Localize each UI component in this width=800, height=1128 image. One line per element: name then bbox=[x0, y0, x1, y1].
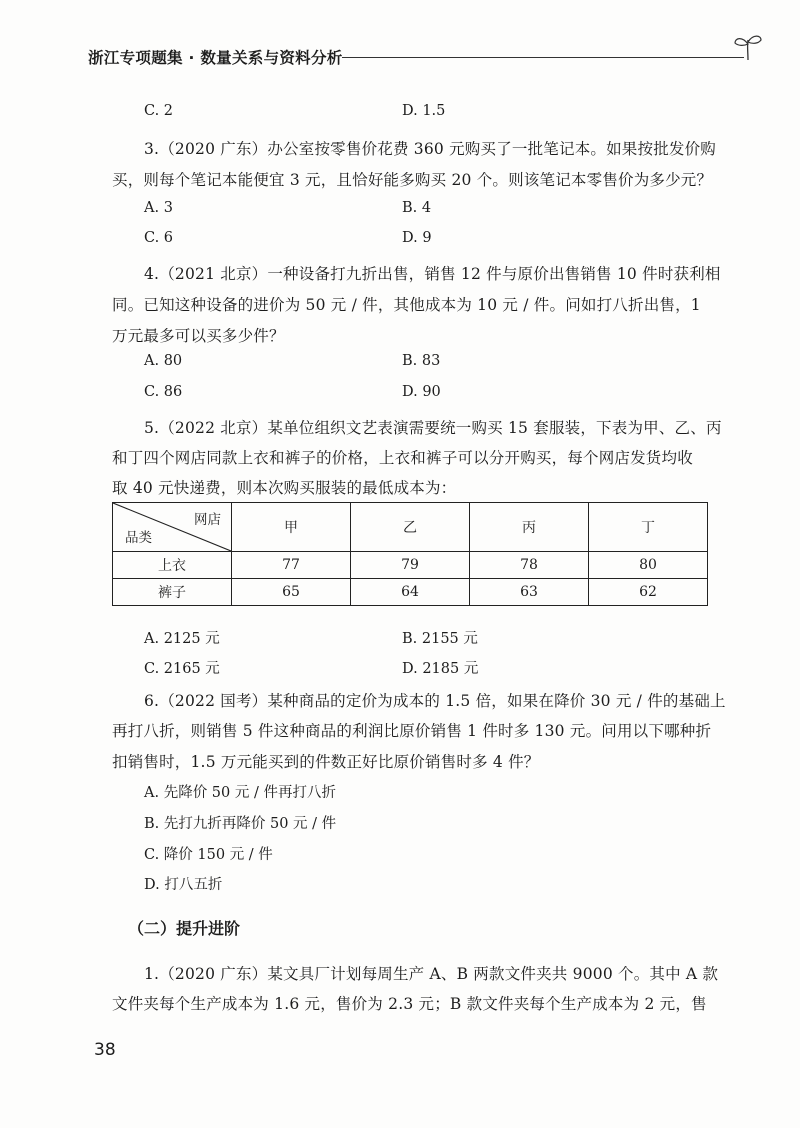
table-row bbox=[113, 579, 708, 606]
q3-option-a: A. 3 bbox=[144, 200, 173, 216]
q3-line-1: 3.（2020 广东）办公室按零售价花费 360 元购买了一批笔记本。如果按批发价购 bbox=[144, 140, 717, 158]
q4-line-1: 4.（2021 北京）一种设备打九折出售，销售 12 件与原价出售销售 10 件时获利相 bbox=[144, 265, 721, 283]
sprout-icon bbox=[732, 32, 764, 62]
s2q1-line-1: 1.（2020 广东）某文具厂计划每周生产 A、B 两款文件夹共 9000 个。其中 A 款 bbox=[144, 965, 719, 983]
table-header-row bbox=[113, 503, 708, 552]
q5-option-c: C. 2165 元 bbox=[144, 661, 220, 677]
q6-option-c: C. 降价 150 元 / 件 bbox=[144, 847, 273, 863]
corner-label-store: 网店 bbox=[194, 512, 221, 528]
page-header bbox=[70, 38, 760, 78]
q5-line-2: 和丁四个网店同款上衣和裤子的价格，上衣和裤子可以分开购买，每个网店发货均收 bbox=[112, 449, 693, 467]
page-number: 38 bbox=[94, 1040, 116, 1060]
row-label: 裤子 bbox=[113, 579, 232, 606]
corner-label-category: 品类 bbox=[125, 530, 152, 546]
q5-option-b: B. 2155 元 bbox=[402, 631, 478, 647]
table-cell: 65 bbox=[232, 579, 351, 606]
q3-option-d: D. 9 bbox=[402, 230, 432, 246]
section-heading: （二）提升进阶 bbox=[128, 919, 241, 938]
q5-line-1: 5.（2022 北京）某单位组织文艺表演需要统一购买 15 套服装，下表为甲、乙、丙 bbox=[144, 419, 722, 437]
q6-option-d: D. 打八五折 bbox=[144, 877, 223, 893]
q3-option-b: B. 4 bbox=[402, 200, 432, 216]
table-cell: 79 bbox=[351, 552, 470, 579]
column-header: 丁 bbox=[589, 503, 708, 552]
q5-option-a: A. 2125 元 bbox=[144, 631, 220, 647]
q5-line-3: 取 40 元快递费，则本次购买服装的最低成本为： bbox=[112, 479, 457, 497]
table-cell: 80 bbox=[589, 552, 708, 579]
q4-option-a: A. 80 bbox=[144, 353, 183, 369]
table-cell: 62 bbox=[589, 579, 708, 606]
column-header: 甲 bbox=[232, 503, 351, 552]
q6-line-1: 6.（2022 国考）某种商品的定价为成本的 1.5 倍，如果在降价 30 元 / 件的基础上 bbox=[144, 692, 726, 710]
q4-line-3: 万元最多可以买多少件？ bbox=[112, 327, 285, 345]
table-cell: 78 bbox=[470, 552, 589, 579]
q4-option-c: C. 86 bbox=[144, 384, 183, 400]
q6-line-2: 再打八折，则销售 5 件这种商品的利润比原价销售 1 件时多 130 元。问用以下哪种折 bbox=[112, 722, 712, 740]
table-cell: 64 bbox=[351, 579, 470, 606]
header-rule bbox=[342, 57, 744, 58]
q4-option-b: B. 83 bbox=[402, 353, 441, 369]
q2-option-c: C. 2 bbox=[144, 103, 174, 119]
q3-line-2: 买，则每个笔记本能便宜 3 元，且恰好能多购买 20 个。则该笔记本零售价为多少元？ bbox=[112, 171, 713, 189]
header-title: 浙江专项题集 · 数量关系与资料分析 bbox=[88, 49, 343, 67]
q4-line-2: 同。已知这种设备的进价为 50 元 / 件，其他成本为 10 元 / 件。问如打八折出售，1 bbox=[112, 296, 701, 314]
q6-line-3: 扣销售时，1.5 万元能买到的件数正好比原价销售时多 4 件？ bbox=[112, 753, 540, 771]
table-row bbox=[113, 552, 708, 579]
q4-option-d: D. 90 bbox=[402, 384, 441, 400]
q2-option-d: D. 1.5 bbox=[402, 103, 446, 119]
q6-option-b: B. 先打九折再降价 50 元 / 件 bbox=[144, 816, 337, 832]
column-header: 丙 bbox=[470, 503, 589, 552]
s2q1-line-2: 文件夹每个生产成本为 1.6 元，售价为 2.3 元；B 款文件夹每个生产成本为 2 元，售 bbox=[112, 995, 707, 1013]
table-corner-cell bbox=[113, 503, 232, 552]
column-header: 乙 bbox=[351, 503, 470, 552]
table-cell: 77 bbox=[232, 552, 351, 579]
q6-option-a: A. 先降价 50 元 / 件再打八折 bbox=[144, 785, 336, 801]
q5-option-d: D. 2185 元 bbox=[402, 661, 479, 677]
price-table bbox=[112, 502, 708, 606]
q3-option-c: C. 6 bbox=[144, 230, 174, 246]
row-label: 上衣 bbox=[113, 552, 232, 579]
table-cell: 63 bbox=[470, 579, 589, 606]
